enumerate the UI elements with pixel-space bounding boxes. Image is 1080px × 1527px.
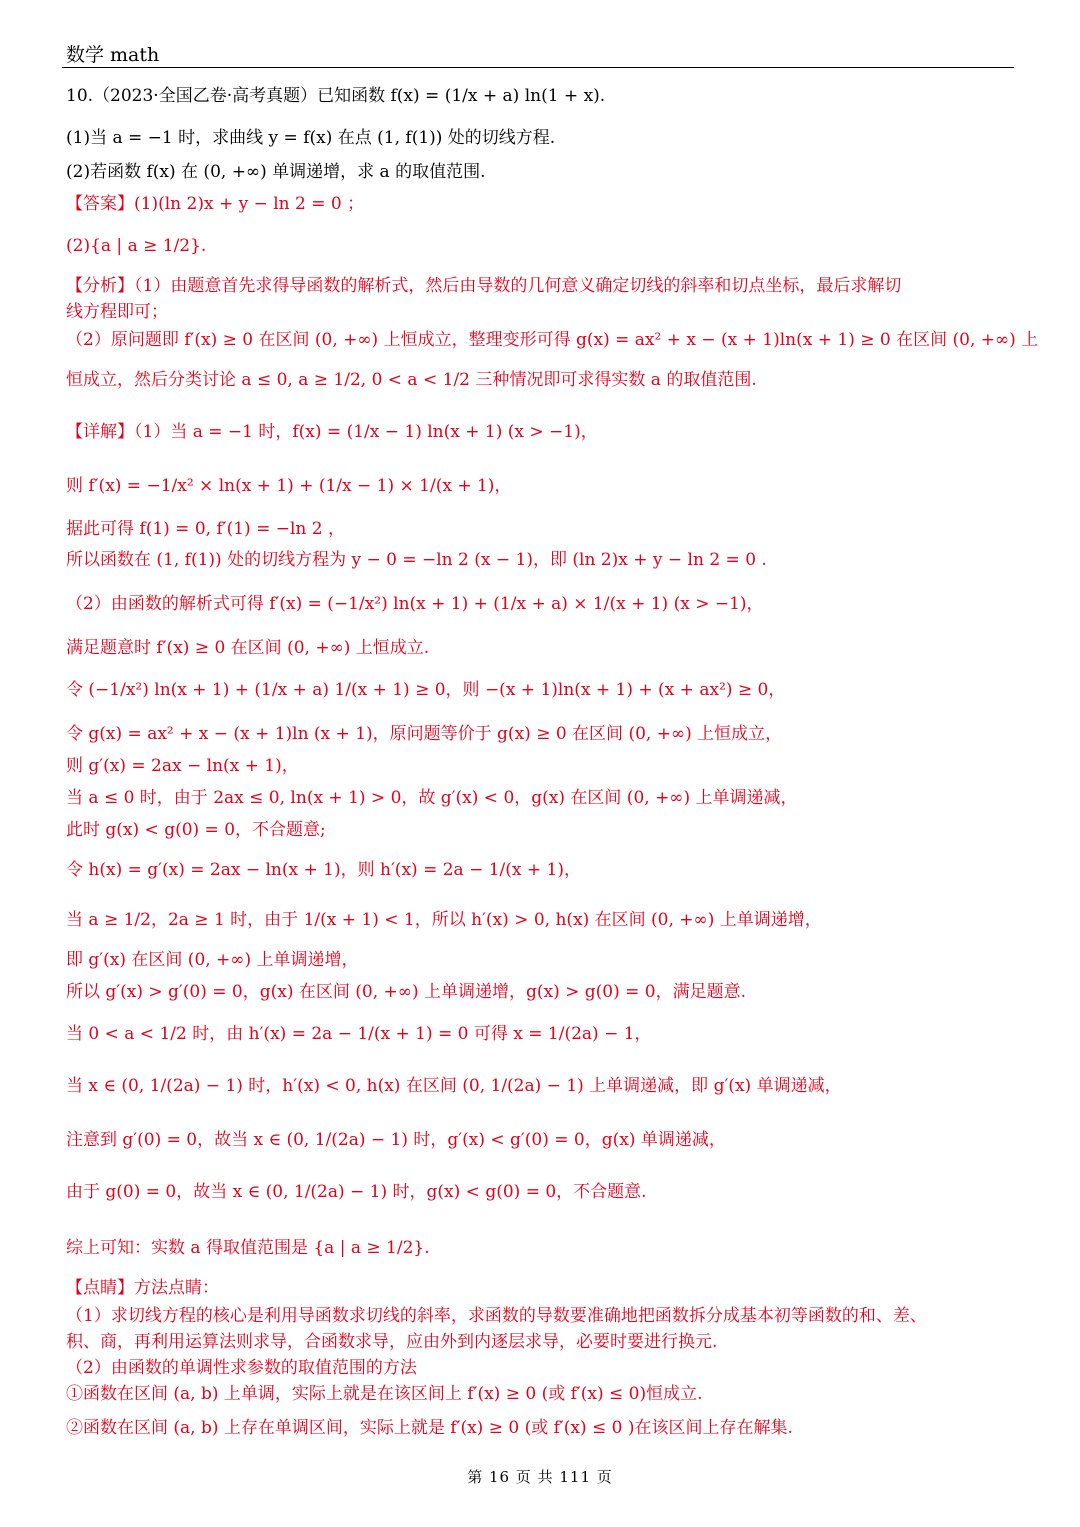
detail-line-7: 令 (−1/x²) ln(x + 1) + (1/x + a) 1/(x + 1) ≥ 0，则 −(x + 1)ln(x + 1) + (x + ax²) ≥ 0，: [66, 680, 786, 700]
detail-line-19: 由于 g(0) = 0，故当 x ∈ (0, 1/(2a) − 1) 时，g(x) < g(0) = 0，不合题意.: [66, 1182, 647, 1202]
question-stem: 10.（2023·全国乙卷·高考真题）已知函数 f(x) = (1/x + a) ln(1 + x).: [66, 86, 606, 106]
analysis-line-4: 恒成立，然后分类讨论 a ≤ 0, a ≥ 1/2, 0 < a < 1/2 三种情况即可求得实数 a 的取值范围.: [66, 370, 757, 390]
detail-line-1: 【详解】（1）当 a = −1 时，f(x) = (1/x − 1) ln(x + 1) (x > −1)，: [66, 422, 598, 442]
analysis-line-3: （2）原问题即 f′(x) ≥ 0 在区间 (0, +∞) 上恒成立，整理变形可得 g(x) = ax² + x − (x + 1)ln(x + 1) ≥ 0 在区间 (0, +∞) 上: [66, 330, 1039, 350]
detail-line-3: 据此可得 f(1) = 0, f′(1) = −ln 2 ，: [66, 519, 345, 539]
remark-line-4: ①函数在区间 (a, b) 上单调，实际上就是在该区间上 f′(x) ≥ 0 (或 f′(x) ≤ 0)恒成立.: [66, 1384, 703, 1404]
question-part-1: (1)当 a = −1 时，求曲线 y = f(x) 在点 (1, f(1)) 处的切线方程.: [66, 128, 556, 148]
answer-line-1: 【答案】(1)(ln 2)x + y − ln 2 = 0 ；: [66, 194, 365, 214]
analysis-line-1: 【分析】（1）由题意首先求得导函数的解析式，然后由导数的几何意义确定切线的斜率和切点坐标，最后求解切: [66, 276, 902, 296]
remark-line-5: ②函数在区间 (a, b) 上存在单调区间，实际上就是 f′(x) ≥ 0 (或 f′(x) ≤ 0 )在该区间上存在解集.: [66, 1418, 793, 1438]
detail-line-6: 满足题意时 f′(x) ≥ 0 在区间 (0, +∞) 上恒成立.: [66, 638, 430, 658]
detail-line-17: 当 x ∈ (0, 1/(2a) − 1) 时，h′(x) < 0, h(x) 在区间 (0, 1/(2a) − 1) 上单调递减，即 g′(x) 单调递减，: [66, 1076, 842, 1096]
page-header-title: 数学 math: [66, 44, 160, 66]
detail-line-9: 则 g′(x) = 2ax − ln(x + 1)，: [66, 756, 299, 776]
detail-line-10: 当 a ≤ 0 时，由于 2ax ≤ 0, ln(x + 1) > 0，故 g′(x) < 0，g(x) 在区间 (0, +∞) 上单调递减，: [66, 788, 798, 808]
remark-line-3: （2）由函数的单调性求参数的取值范围的方法: [66, 1358, 417, 1378]
answer-line-2: (2){a | a ≥ 1/2}.: [66, 236, 207, 256]
remark-heading: 【点睛】方法点睛：: [66, 1278, 219, 1298]
detail-line-18: 注意到 g′(0) = 0，故当 x ∈ (0, 1/(2a) − 1) 时，g′(x) < g′(0) = 0，g(x) 单调递减，: [66, 1130, 726, 1150]
detail-line-16: 当 0 < a < 1/2 时，由 h′(x) = 2a − 1/(x + 1) = 0 可得 x = 1/(2a) − 1，: [66, 1024, 652, 1044]
page-footer-number: 第 16 页 共 111 页: [467, 1468, 613, 1486]
analysis-line-2: 线方程即可；: [66, 302, 168, 322]
detail-line-11: 此时 g(x) < g(0) = 0，不合题意;: [66, 820, 326, 840]
detail-line-5: （2）由函数的解析式可得 f′(x) = (−1/x²) ln(x + 1) + (1/x + a) × 1/(x + 1) (x > −1)，: [66, 594, 764, 614]
question-part-2: (2)若函数 f(x) 在 (0, +∞) 单调递增，求 a 的取值范围.: [66, 162, 486, 182]
header-divider: [62, 67, 1014, 68]
detail-line-8: 令 g(x) = ax² + x − (x + 1)ln (x + 1)，原问题等价于 g(x) ≥ 0 在区间 (0, +∞) 上恒成立，: [66, 724, 783, 744]
remark-line-1: （1）求切线方程的核心是利用导函数求切线的斜率，求函数的导数要准确地把函数拆分成基本初等函数的和、差、: [66, 1306, 927, 1326]
remark-line-2: 积、商，再利用运算法则求导，合函数求导，应由外到内逐层求导，必要时要进行换元.: [66, 1332, 718, 1352]
detail-line-4: 所以函数在 (1, f(1)) 处的切线方程为 y − 0 = −ln 2 (x − 1)，即 (ln 2)x + y − ln 2 = 0 .: [66, 550, 767, 570]
conclusion-line: 综上可知：实数 a 得取值范围是 {a | a ≥ 1/2}.: [66, 1238, 430, 1258]
detail-line-13: 当 a ≥ 1/2，2a ≥ 1 时，由于 1/(x + 1) < 1，所以 h′(x) > 0, h(x) 在区间 (0, +∞) 上单调递增，: [66, 910, 822, 930]
detail-line-12: 令 h(x) = g′(x) = 2ax − ln(x + 1)，则 h′(x) = 2a − 1/(x + 1)，: [66, 860, 581, 880]
detail-line-2: 则 f′(x) = −1/x² × ln(x + 1) + (1/x − 1) × 1/(x + 1)，: [66, 476, 512, 496]
detail-line-15: 所以 g′(x) > g′(0) = 0，g(x) 在区间 (0, +∞) 上单调递增，g(x) > g(0) = 0，满足题意.: [66, 982, 746, 1002]
detail-line-14: 即 g′(x) 在区间 (0, +∞) 上单调递增，: [66, 950, 359, 970]
